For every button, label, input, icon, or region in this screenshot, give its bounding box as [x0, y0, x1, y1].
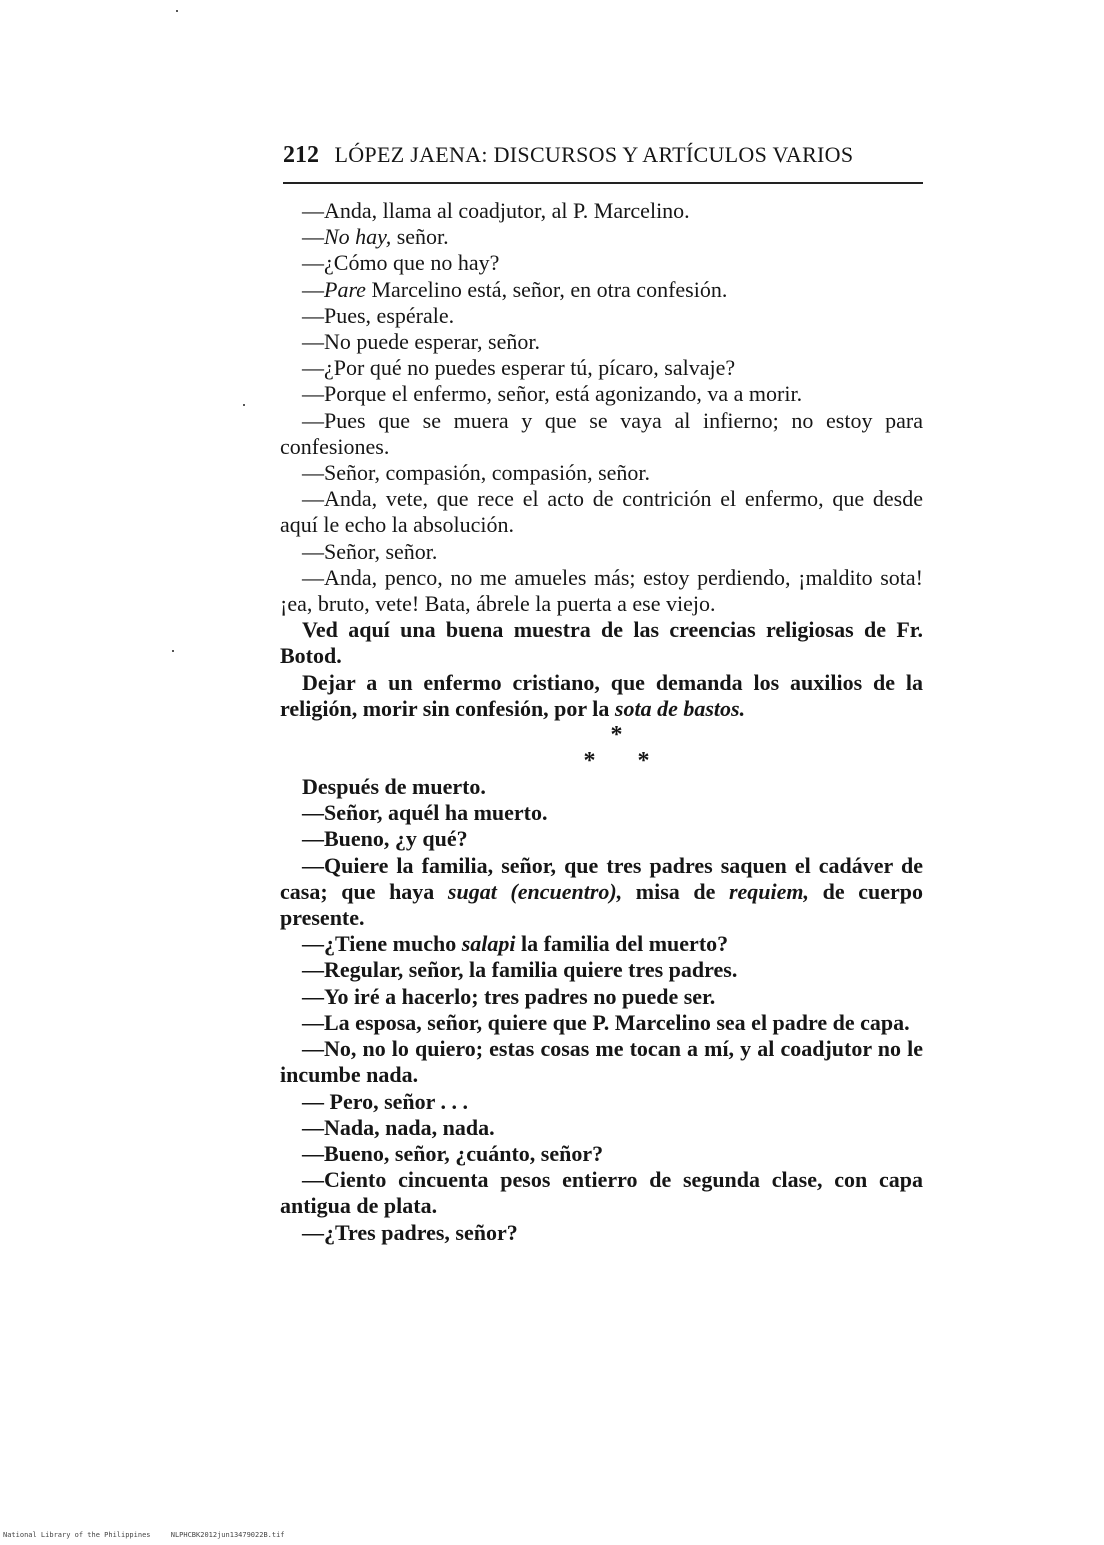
- paragraph: [280, 198, 923, 224]
- text-run: —Ciento cincuenta pesos entierro de segunda clase, con capa antigua de plata.: [280, 1167, 923, 1219]
- text-run: Ved aquí una buena muestra de las creencias religiosas de Fr. Botod.: [280, 617, 923, 669]
- italic-text: sota de bastos.: [614, 695, 746, 721]
- paragraph: [280, 1220, 923, 1246]
- text-run: —¿Tiene mucho: [302, 931, 462, 957]
- text-run: —Señor, aquél ha muerto.: [302, 800, 548, 826]
- text-run: misa de: [622, 878, 729, 904]
- paragraph: [280, 460, 923, 486]
- scan-speck: [172, 650, 174, 652]
- paragraph: [280, 774, 923, 800]
- footer-library: National Library of the Philippines: [3, 1531, 151, 1539]
- text-run: —Porque el enfermo, señor, está agonizando, va a morir.: [302, 381, 803, 407]
- paragraph: [280, 539, 923, 565]
- text-run: —: [302, 224, 324, 250]
- text-run: —Bueno, ¿y qué?: [302, 826, 468, 852]
- paragraph: [280, 1036, 923, 1088]
- paragraph: [280, 277, 923, 303]
- page-number: 212: [283, 142, 319, 168]
- text-run: —Bueno, señor, ¿cuánto, señor?: [302, 1140, 604, 1166]
- paragraph: [280, 1115, 923, 1141]
- text-run: —No, no lo quiero; estas cosas me tocan a mí, y al coadjutor no le incumbe nada.: [280, 1036, 923, 1088]
- running-title: LÓPEZ JAENA: DISCURSOS Y ARTÍCULOS VARIOS: [334, 142, 854, 167]
- text-run: —: [302, 276, 324, 302]
- italic-text: salapi: [461, 931, 516, 957]
- text-run: —Yo iré a hacerlo; tres padres no puede ser.: [302, 983, 716, 1009]
- paragraph: [280, 931, 923, 957]
- paragraph: [280, 617, 923, 669]
- text-run: Marcelino está, señor, en otra confesión.: [365, 276, 728, 302]
- paragraph: [280, 800, 923, 826]
- text-run: la familia del muerto?: [515, 931, 729, 957]
- text-run: —Nada, nada, nada.: [302, 1114, 495, 1140]
- text-run: —Regular, señor, la familia quiere tres padres.: [302, 957, 738, 983]
- text-run: —Pues, espérale.: [302, 302, 455, 328]
- scan-speck: [243, 404, 245, 406]
- text-run: Dejar a un enfermo cristiano, que demanda los auxilios de la religión, morir sin confesión, por la: [280, 669, 923, 721]
- paragraph: [280, 1010, 923, 1036]
- paragraph: [280, 1141, 923, 1167]
- paragraph: [280, 355, 923, 381]
- text-run: —Anda, llama al coadjutor, al P. Marcelino.: [302, 198, 690, 223]
- dialogue-section-1: [280, 198, 923, 722]
- italic-text: sugat (encuentro),: [447, 878, 623, 904]
- running-header: [283, 142, 923, 169]
- footer-scan-id: NLPHCBK2012jun13479022B.tif: [170, 1531, 285, 1539]
- paragraph: [280, 381, 923, 407]
- text-run: —¿Por qué no puedes esperar tú, pícaro, salvaje?: [302, 355, 736, 381]
- text-run: —Anda, penco, no me amueles más; estoy perdiendo, ¡maldito sota! ¡ea, bruto, vete! Bata, ábrele la puerta a ese viejo.: [280, 564, 923, 617]
- italic-text: No hay,: [324, 224, 392, 250]
- dialogue-section-2: [280, 774, 923, 1246]
- text-run: —Pues que se muera y que se vaya al infierno; no estoy para confesiones.: [280, 407, 923, 459]
- separator-star-row: [280, 748, 923, 774]
- paragraph: [280, 1089, 923, 1115]
- italic-text: Pare: [324, 276, 366, 302]
- text-run: — Pero, señor . . .: [302, 1088, 468, 1114]
- paragraph: [280, 250, 923, 276]
- paragraph: [280, 957, 923, 983]
- separator-star-left: *: [583, 748, 596, 775]
- paragraph: [280, 303, 923, 329]
- paragraph: [280, 329, 923, 355]
- text-run: de cuerpo presente.: [280, 878, 923, 931]
- paragraph: [280, 984, 923, 1010]
- paragraph: [280, 486, 923, 538]
- text-run: —Señor, compasión, compasión, señor.: [302, 460, 651, 486]
- text-run: —¿Tres padres, señor?: [302, 1219, 518, 1245]
- header-rule: [283, 182, 923, 184]
- body-text: [280, 198, 923, 1246]
- paragraph: [280, 408, 923, 460]
- paragraph: [280, 224, 923, 250]
- paragraph: [280, 565, 923, 617]
- text-run: —Anda, vete, que rece el acto de contrición el enfermo, que desde aquí le echo la absolución.: [280, 486, 923, 538]
- section-separator: [280, 722, 923, 774]
- text-run: —La esposa, señor, quiere que P. Marcelino sea el padre de capa.: [302, 1009, 910, 1035]
- paragraph: [280, 670, 923, 722]
- paragraph: [280, 826, 923, 852]
- text-run: señor.: [391, 224, 449, 250]
- separator-star-top: *: [610, 722, 623, 749]
- scan-footer: [3, 1531, 285, 1539]
- paragraph: [280, 853, 923, 932]
- separator-star-right: *: [637, 748, 650, 775]
- italic-text: requiem,: [728, 878, 810, 904]
- text-run: —Señor, señor.: [302, 538, 438, 564]
- text-run: —¿Cómo que no hay?: [302, 250, 500, 276]
- text-run: —Quiere la familia, señor, que tres padres saquen el cadáver de casa; que haya: [280, 852, 923, 904]
- scan-speck: [176, 10, 178, 12]
- text-run: Después de muerto.: [302, 774, 486, 800]
- text-run: —No puede esperar, señor.: [302, 329, 540, 355]
- paragraph: [280, 1167, 923, 1219]
